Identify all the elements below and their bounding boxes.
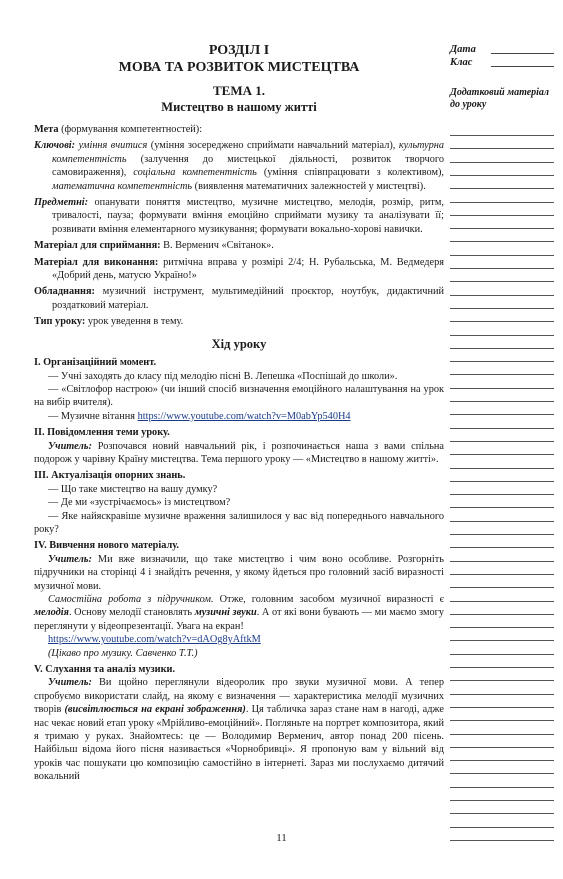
note-line[interactable] bbox=[450, 374, 554, 375]
lesson-flow-title: Хід уроку bbox=[211, 336, 267, 351]
note-line[interactable] bbox=[450, 787, 554, 788]
note-line[interactable] bbox=[450, 813, 554, 814]
step-3-question-1: — Що таке мистецтво на вашу думку? bbox=[48, 483, 218, 495]
note-line[interactable] bbox=[450, 747, 554, 748]
step-3-question-2: — Де ми «зустрічаємось» із мистецтвом? bbox=[48, 497, 231, 509]
note-line[interactable] bbox=[450, 720, 554, 721]
note-line[interactable] bbox=[450, 228, 554, 229]
key-competence-part: (залучення до мистецької діяльності, розвиток творчого самовираження), bbox=[52, 153, 444, 179]
performance-material: Матеріал для виконання: ритмічна вправа у розмірі 2/4; Н. Рубальська, М. Ведмедеря «Добрий день, матусю Україно!» bbox=[34, 256, 444, 282]
section-title: МОВА ТА РОЗВИТОК МИСТЕЦТВА bbox=[118, 60, 360, 75]
note-line[interactable] bbox=[450, 640, 554, 641]
extra-material-label: Додатковий матеріал до уроку bbox=[450, 87, 550, 110]
section-heading: РОЗДІЛ І bbox=[208, 43, 270, 58]
note-line[interactable] bbox=[450, 388, 554, 389]
note-line[interactable] bbox=[450, 148, 554, 149]
note-line[interactable] bbox=[450, 654, 554, 655]
note-line[interactable] bbox=[450, 827, 554, 828]
step-5-text: Учитель: Ви щойно переглянули відеоролик про звуки музичної мови. А тепер спробуємо використати слайд, на якому є визначення — характеристика мелодії музичних творів (висвітлюється на екрані зображення). Ця табличка зараз стане нам в нагоді, адже нас чекає новий етап уроку «Мрійливо-емоційний». Погляньте на портрет композитора, який я тримаю у руках. Знайомтесь: це — Володимир Верменич, автор понад 200 пісень. Найбільш відома його пісня називається «Чорнобривці». Я пропоную вам у вільний від уроків час пошукати цю композицію самостійно в інтернеті. Зараз ми послухаємо дитячий вокальний bbox=[34, 677, 444, 783]
key-competence-part: соціальна компетентність bbox=[133, 167, 257, 179]
step-4-credit: (Цікаво про музику. Савченко Т.Т.) bbox=[48, 647, 198, 659]
perception-material: Матеріал для сприймання: В. Верменич «Світанок». bbox=[34, 240, 274, 252]
page-number: 11 bbox=[276, 832, 287, 844]
step-4-self-work: Самостійна робота з підручником. Отже, головним засобом музичної виразності є мелодія. Основу мелодії становлять музичні звуки. А от які вони бувають — ми маємо змогу переглянути у відеопрезентації. Увага на екран! bbox=[34, 594, 444, 632]
class-field[interactable]: Клас bbox=[450, 56, 554, 69]
note-line[interactable] bbox=[450, 521, 554, 522]
note-line[interactable] bbox=[450, 202, 554, 203]
note-line[interactable] bbox=[450, 188, 554, 189]
key-competence-part: культурна компетентність bbox=[52, 140, 445, 165]
note-line[interactable] bbox=[450, 308, 554, 309]
step-3-title: ІІІ. Актуалізація опорних знань. bbox=[34, 470, 186, 482]
step-2-text: Учитель: Розпочався новий навчальний рік, і розпочинається наша з вами спільна подорож у чарівну Країну мистецтва. Тема першого уроку — «Мистецтво в нашому житті». bbox=[34, 440, 444, 465]
note-line[interactable] bbox=[450, 414, 554, 415]
step-4-text: Учитель: Ми вже визначили, що таке мистецтво і чим воно особливе. Розгорніть підручники на сторінці 4 і знайдіть речення, у якому йдеться про головний засіб виразності музичної мови. bbox=[34, 553, 444, 592]
key-competence-part: (уміння співпрацювати з колективом), bbox=[256, 167, 444, 179]
lesson-type: Тип уроку: урок уведення в тему. bbox=[34, 316, 184, 328]
step-1-line-2: — «Світлофор настрою» (чи інший спосіб визначення емоційного налаштування на урок на вибір вчителя). bbox=[34, 383, 444, 409]
note-line[interactable] bbox=[450, 680, 554, 681]
note-line[interactable] bbox=[450, 361, 554, 362]
note-line[interactable] bbox=[450, 348, 554, 349]
key-competence-part: (виявлення математичних залежностей у мистецтві). bbox=[192, 180, 426, 192]
note-line[interactable] bbox=[450, 175, 554, 176]
note-line[interactable] bbox=[450, 401, 554, 402]
theme-title: Мистецтво в нашому житті bbox=[161, 100, 317, 114]
note-line[interactable] bbox=[450, 162, 554, 163]
step-3-question-3: — Яке найяскравіше музичне враження залишилося у вас від попереднього навчального року? bbox=[34, 510, 444, 535]
subject-competences: Предметні: опанувати поняття мистецтво, музичне мистецтво, мелодія, розмір, ритм, тривалості, пауза; формувати вміння емоційно сприймати музику та аналізувати її; розвивати вміння елементарного музикування; формувати вокально-хорові навички. bbox=[34, 197, 444, 235]
note-line[interactable] bbox=[450, 494, 554, 495]
key-competence-part: математична компетентність bbox=[52, 180, 193, 192]
date-field[interactable]: Дата bbox=[450, 43, 554, 56]
note-line[interactable] bbox=[450, 507, 554, 508]
note-line[interactable] bbox=[450, 601, 554, 602]
note-line[interactable] bbox=[450, 454, 554, 455]
lesson-main-column bbox=[34, 42, 444, 784]
note-line[interactable] bbox=[450, 295, 554, 296]
note-line[interactable] bbox=[450, 468, 554, 469]
note-line[interactable] bbox=[450, 734, 554, 735]
video-presentation-link[interactable]: https://www.youtube.com/watch?v=dAOg8yAftkM bbox=[48, 634, 261, 646]
step-1-line-3: — Музичне вітання https://www.youtube.com/watch?v=M0abYp540H4 bbox=[48, 410, 351, 422]
note-line[interactable] bbox=[450, 561, 554, 562]
goal-line: Мета (формування компетентностей): bbox=[34, 124, 203, 135]
note-line[interactable] bbox=[450, 707, 554, 708]
step-2-title: ІІ. Повідомлення теми уроку. bbox=[34, 427, 170, 439]
theme-heading: ТЕМА 1. bbox=[213, 83, 265, 98]
equipment: Обладнання: музичний інструмент, мультимедійний проєктор, ноутбук, дидактичний роздатковий матеріал. bbox=[34, 286, 444, 311]
key-competence-part: (уміння зосереджено сприймати навчальний матеріал), bbox=[147, 140, 399, 152]
note-line[interactable] bbox=[450, 773, 554, 774]
note-line[interactable] bbox=[450, 481, 554, 482]
step-4-link-line bbox=[34, 633, 444, 646]
music-greeting-link[interactable]: https://www.youtube.com/watch?v=M0abYp540H4 bbox=[137, 410, 351, 422]
note-line[interactable] bbox=[450, 215, 554, 216]
note-line[interactable] bbox=[450, 667, 554, 668]
note-line[interactable] bbox=[450, 241, 554, 242]
step-1-title: І. Організаційний момент. bbox=[34, 357, 157, 369]
note-line[interactable] bbox=[450, 534, 554, 535]
note-line[interactable] bbox=[450, 574, 554, 575]
note-line[interactable] bbox=[450, 268, 554, 269]
key-competence-part: уміння вчитися bbox=[75, 140, 148, 152]
note-line[interactable] bbox=[450, 428, 554, 429]
note-line[interactable] bbox=[450, 547, 554, 548]
note-line[interactable] bbox=[450, 281, 554, 282]
note-line[interactable] bbox=[450, 587, 554, 588]
note-line[interactable] bbox=[450, 135, 554, 136]
note-line[interactable] bbox=[450, 614, 554, 615]
note-line[interactable] bbox=[450, 255, 554, 256]
note-line[interactable] bbox=[450, 760, 554, 761]
note-line[interactable] bbox=[450, 694, 554, 695]
note-line[interactable] bbox=[450, 335, 554, 336]
note-line[interactable] bbox=[450, 441, 554, 442]
note-line[interactable] bbox=[450, 321, 554, 322]
notes-sidebar bbox=[450, 43, 554, 111]
note-line[interactable] bbox=[450, 800, 554, 801]
step-1-line-1: — Учні заходять до класу під мелодію пісні В. Лепешка «Поспішай до школи». bbox=[48, 370, 398, 382]
step-5-title: V. Слухання та аналіз музики. bbox=[34, 664, 176, 676]
note-line[interactable] bbox=[450, 627, 554, 628]
step-4-title: IV. Вивчення нового матеріалу. bbox=[34, 540, 179, 552]
key-competences: Ключові: уміння вчитися (уміння зосереджено сприймати навчальний матеріал), культурна компетентність (залучення до мистецької діяльності, розвиток творчого самовираження), соціальна компетентність (уміння співпрацювати з колективом), математична компетентність (виявлення математичних залежностей у мистецтві). bbox=[34, 140, 445, 192]
